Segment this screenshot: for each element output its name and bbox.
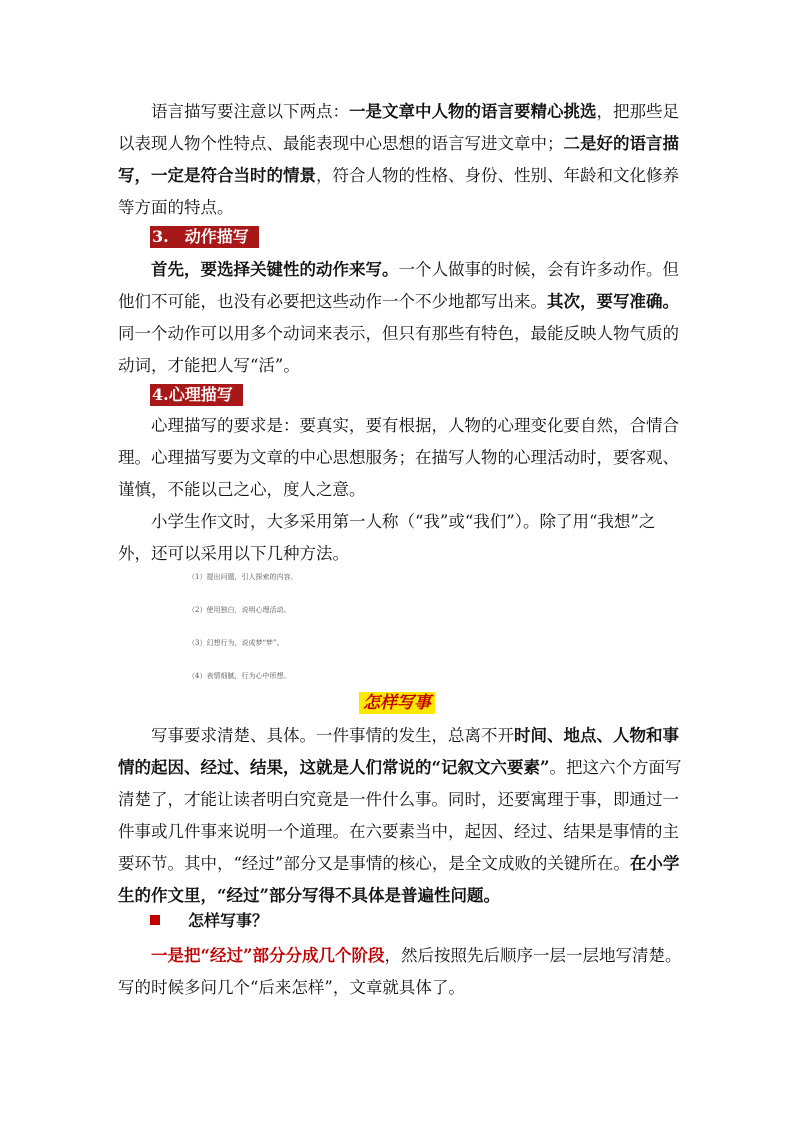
bullet-heading-text: 怎样写事？ <box>188 911 269 930</box>
text-run: 语言描写要注意以下两点： <box>151 102 349 121</box>
paragraph-language-description <box>118 96 686 224</box>
text-run: 写事要求清楚、具体。一件事情的发生，总离不开 <box>151 726 514 745</box>
bold-run: 在小学生的作文里，“经过”部分写得不具体是普遍性问题。 <box>118 854 680 905</box>
heading-psychology-description <box>150 384 243 406</box>
section-title <box>0 688 794 713</box>
bold-run: 其次，要写准确。 <box>547 292 679 311</box>
bold-run: 首先，要选择关键性的动作来写。 <box>151 260 399 279</box>
heading-action-description <box>150 226 259 248</box>
red-bold-run: 一是把“经过”部分分成几个阶段 <box>151 946 385 965</box>
text-run: ，然后按照先后顺序一层一层地写清楚。写的时候多问几个“后来怎样”，文章就具体了。 <box>118 946 682 997</box>
text-run: 。把这六个方面写清楚了，才能让读者明白究竟是一件什么事。同时，还要寓理于事，即通过一件事或几件事来说明一个道理。在六要素当中，起因、经过、结果是事情的主要环节。其中，“经过”部分又是事情的核心，是全文成败的关键所在。 <box>118 758 682 873</box>
method-item: （2）使用独白，说明心理活动。 <box>188 606 291 614</box>
method-item: （4）表情细腻，行为心中所想。 <box>188 672 291 680</box>
bold-run: 一是文章中人物的语言要精心挑选 <box>349 102 597 121</box>
text-run: ，把那些足以表现人物个性特点、最能表现中心思想的语言写进文章中； <box>118 102 679 153</box>
heading-label: 4.心理描写 <box>150 384 243 406</box>
section-title-text: 怎样写事 <box>359 692 435 714</box>
heading-label: 3. 动作描写 <box>150 226 259 248</box>
methods-list <box>188 572 448 704</box>
paragraph-how-to-write <box>118 940 686 1004</box>
method-item: （1）提出问题，引人探索的内容。 <box>188 573 298 581</box>
paragraph-action-description <box>118 254 686 382</box>
bullet-heading <box>150 910 268 932</box>
paragraph-first-person: 小学生作文时，大多采用第一人称（“我”或“我们”）。除了用“我想”之外，还可以采用以下几种方法。 <box>118 512 656 563</box>
bold-run: 二是好的语言描写，一定是符合当时的情景 <box>118 134 679 185</box>
text-run: ，符合人物的性格、身份、性别、年龄和文化修养等方面的特点。 <box>118 166 679 217</box>
paragraph-writing-events <box>118 720 686 912</box>
paragraph-psychology-description: 心理描写的要求是：要真实，要有根据，人物的心理变化要自然，合情合理。心理描写要为文章的中心思想服务；在描写人物的心理活动时，要客观、谨慎，不能以己之心，度人之意。 <box>118 416 679 499</box>
method-item: （3）幻想行为，说成梦“梦”。 <box>188 639 284 647</box>
text-run: 一个人做事的时候，会有许多动作。但他们不可能，也没有必要把这些动作一个不少地都写出来。 <box>118 260 679 311</box>
bold-run: 时间、地点、人物和事情的起因、经过、结果，这就是人们常说的“记叙文六要素” <box>118 726 679 777</box>
text-run: 同一个动作可以用多个动词来表示，但只有那些有特色，最能反映人物气质的动词，才能把人写“活”。 <box>118 324 679 375</box>
square-bullet-icon <box>150 915 160 925</box>
